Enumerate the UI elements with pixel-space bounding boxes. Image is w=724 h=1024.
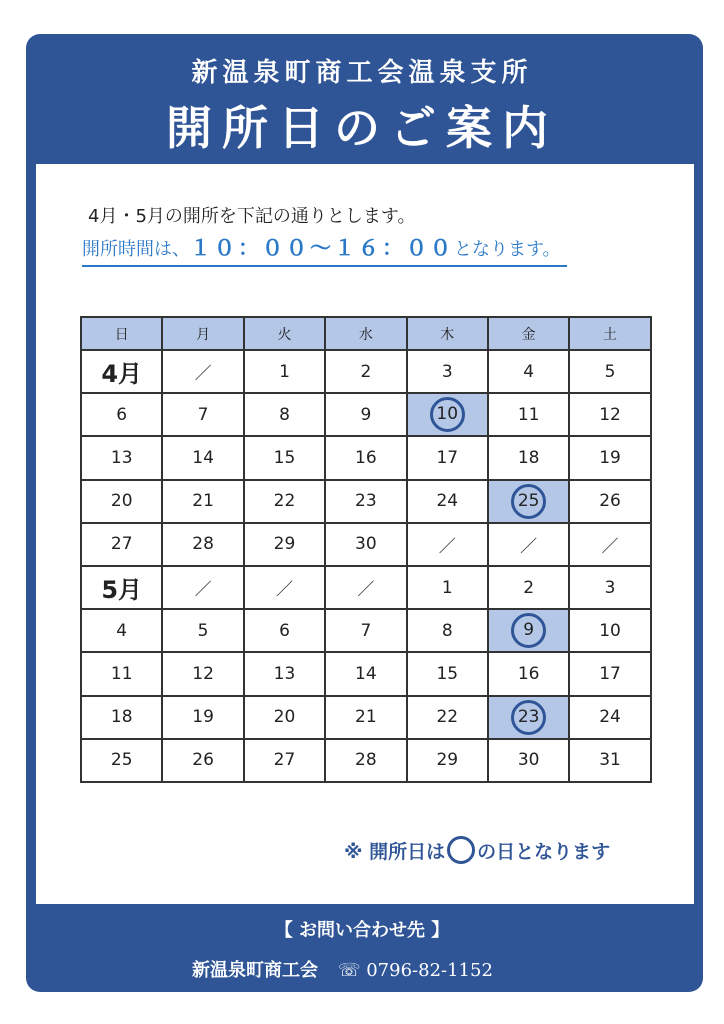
day-cell: 24 <box>569 696 650 739</box>
weekday-header: 金 <box>488 317 569 350</box>
day-cell: 12 <box>162 652 243 695</box>
day-cell: 6 <box>244 609 325 652</box>
day-cell: 14 <box>325 652 406 695</box>
empty-day-cell: ／ <box>569 523 650 566</box>
day-cell: 7 <box>325 609 406 652</box>
day-cell: 3 <box>407 350 488 393</box>
weekday-header: 水 <box>325 317 406 350</box>
weekday-header-row <box>81 317 651 350</box>
month-label: 5月 <box>81 566 162 609</box>
empty-day-cell: ／ <box>407 523 488 566</box>
day-cell: 16 <box>488 652 569 695</box>
day-cell: 26 <box>162 739 243 782</box>
day-cell: 28 <box>325 739 406 782</box>
contact-name: 新温泉町商工会 <box>192 960 318 981</box>
calendar-week-row <box>81 609 651 652</box>
day-cell: 11 <box>488 393 569 436</box>
hours-prefix: 開所時間は、 <box>82 239 190 260</box>
weekday-header: 月 <box>162 317 243 350</box>
opening-hours <box>82 232 567 267</box>
calendar-week-row <box>81 652 651 695</box>
calendar-week-row <box>81 566 651 609</box>
note-suffix: の日となります <box>477 841 611 863</box>
day-cell: 8 <box>407 609 488 652</box>
day-cell: 20 <box>244 696 325 739</box>
day-cell: 13 <box>244 652 325 695</box>
day-cell: 8 <box>244 393 325 436</box>
day-cell: 30 <box>325 523 406 566</box>
open-day-cell <box>488 609 569 652</box>
weekday-header: 日 <box>81 317 162 350</box>
calendar-week-row <box>81 739 651 782</box>
day-cell: 3 <box>569 566 650 609</box>
day-cell: 11 <box>81 652 162 695</box>
day-cell: 19 <box>569 436 650 479</box>
open-day-circle: 23 <box>511 700 546 735</box>
day-cell: 25 <box>81 739 162 782</box>
open-day-cell <box>488 480 569 523</box>
day-cell: 6 <box>81 393 162 436</box>
day-cell: 22 <box>244 480 325 523</box>
day-cell: 4 <box>488 350 569 393</box>
weekday-header: 土 <box>569 317 650 350</box>
weekday-header: 木 <box>407 317 488 350</box>
calendar-week-row <box>81 480 651 523</box>
hours-time: １０：００～１６：００ <box>190 236 454 260</box>
note-prefix: ※ 開所日は <box>344 841 446 863</box>
open-day-circle: 9 <box>511 613 546 648</box>
intro-text: 4月・5月の開所を下記の通りとします。 <box>88 206 416 227</box>
open-day-cell <box>407 393 488 436</box>
day-cell: 1 <box>407 566 488 609</box>
open-day-circle: 25 <box>511 484 546 519</box>
day-cell: 12 <box>569 393 650 436</box>
day-cell: 5 <box>569 350 650 393</box>
day-cell: 27 <box>244 739 325 782</box>
weekday-header: 火 <box>244 317 325 350</box>
day-cell: 10 <box>569 609 650 652</box>
day-cell: 16 <box>325 436 406 479</box>
day-cell: 4 <box>81 609 162 652</box>
day-cell: 29 <box>244 523 325 566</box>
month-label: 4月 <box>81 350 162 393</box>
day-cell: 17 <box>407 436 488 479</box>
circle-icon <box>447 836 475 864</box>
day-cell: 5 <box>162 609 243 652</box>
day-cell: 30 <box>488 739 569 782</box>
day-cell: 1 <box>244 350 325 393</box>
day-cell: 2 <box>325 350 406 393</box>
open-day-cell <box>488 696 569 739</box>
day-cell: 23 <box>325 480 406 523</box>
day-cell: 29 <box>407 739 488 782</box>
org-name: 新温泉町商工会温泉支所 <box>191 58 533 88</box>
hours-suffix: となります。 <box>454 239 561 260</box>
day-cell: 26 <box>569 480 650 523</box>
legend-note <box>344 836 610 864</box>
contact-phone: ☏ 0796-82-1152 <box>338 960 493 981</box>
day-cell: 28 <box>162 523 243 566</box>
day-cell: 13 <box>81 436 162 479</box>
page-title: 開所日のご案内 <box>166 101 558 155</box>
day-cell: 18 <box>81 696 162 739</box>
day-cell: 31 <box>569 739 650 782</box>
day-cell: 20 <box>81 480 162 523</box>
empty-day-cell: ／ <box>488 523 569 566</box>
day-cell: 18 <box>488 436 569 479</box>
empty-day-cell: ／ <box>325 566 406 609</box>
day-cell: 14 <box>162 436 243 479</box>
day-cell: 27 <box>81 523 162 566</box>
day-cell: 22 <box>407 696 488 739</box>
day-cell: 21 <box>325 696 406 739</box>
open-day-circle: 10 <box>430 397 465 432</box>
day-cell: 21 <box>162 480 243 523</box>
day-cell: 15 <box>244 436 325 479</box>
contact-heading: 【 お問い合わせ先 】 <box>274 920 450 941</box>
empty-day-cell: ／ <box>162 350 243 393</box>
day-cell: 17 <box>569 652 650 695</box>
empty-day-cell: ／ <box>244 566 325 609</box>
day-cell: 2 <box>488 566 569 609</box>
day-cell: 9 <box>325 393 406 436</box>
calendar-week-row <box>81 350 651 393</box>
calendar-week-row <box>81 696 651 739</box>
contact-info <box>192 956 493 982</box>
empty-day-cell: ／ <box>162 566 243 609</box>
calendar-week-row <box>81 523 651 566</box>
calendar-table <box>80 316 652 783</box>
day-cell: 15 <box>407 652 488 695</box>
calendar-week-row <box>81 393 651 436</box>
day-cell: 24 <box>407 480 488 523</box>
day-cell: 19 <box>162 696 243 739</box>
day-cell: 7 <box>162 393 243 436</box>
calendar-week-row <box>81 436 651 479</box>
